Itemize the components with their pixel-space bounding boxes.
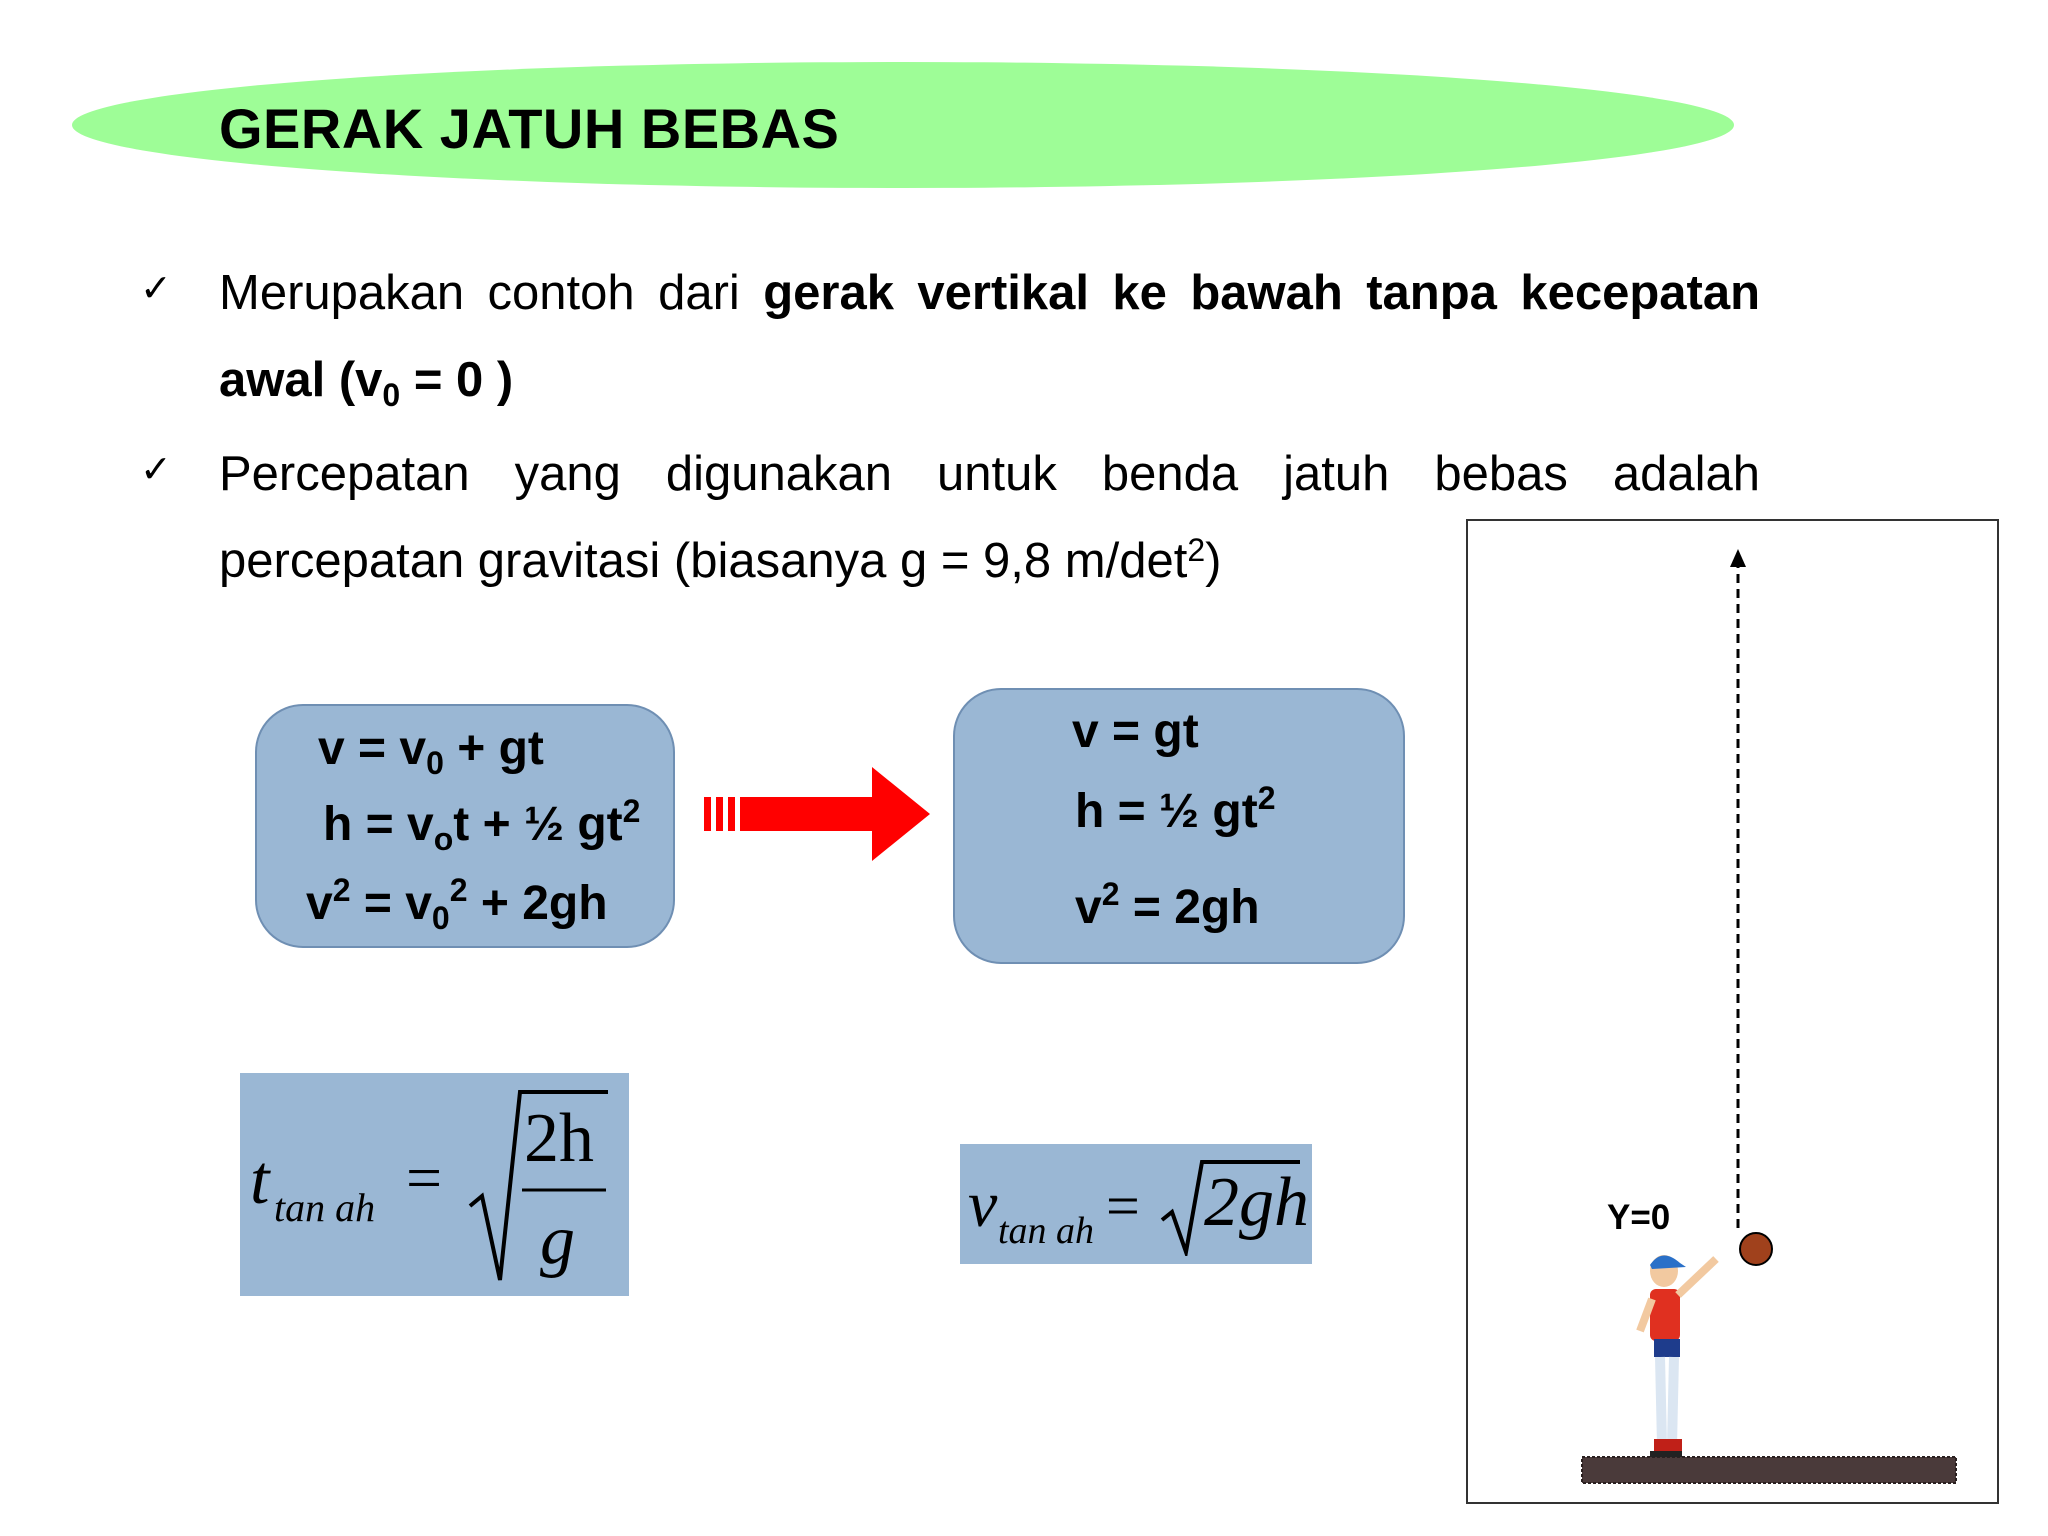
bullet-2-line-2-text: percepatan gravitasi (biasanya g = 9,8 m/det <box>219 534 1188 588</box>
bullet-1-plain: Merupakan contoh dari <box>219 266 764 320</box>
superscript: 2 <box>1257 780 1276 816</box>
eq-text: v = v <box>318 722 427 775</box>
eq-text: = v <box>350 877 432 930</box>
superscript: 2 <box>1187 532 1206 568</box>
formula-v-var: v <box>968 1168 998 1241</box>
eq-text: t + ½ gt <box>453 798 623 851</box>
bullet-1-line-2 <box>219 353 514 413</box>
right-arrow-icon <box>700 765 932 865</box>
formula-v-equals: = <box>1106 1173 1140 1239</box>
superscript: 2 <box>449 872 468 908</box>
eq-text: + gt <box>443 722 544 775</box>
check-icon: ✓ <box>140 449 172 491</box>
formula-t-denominator: g <box>540 1202 575 1279</box>
formula-v-sub: tan ah <box>998 1210 1095 1252</box>
formula-t-equals: = <box>406 1142 443 1213</box>
y-zero-label: Y=0 <box>1607 1198 1671 1237</box>
eq-text: v <box>306 877 333 930</box>
eq-text: = 2gh <box>1119 881 1260 934</box>
formula-t-var: t <box>250 1142 270 1219</box>
baseball-player-icon <box>1640 1255 1716 1457</box>
equation-velocity-squared <box>306 872 608 936</box>
bullet-1-bold: gerak vertikal ke bawah tanpa kecepatan <box>763 266 1761 320</box>
superscript: 2 <box>1101 876 1120 912</box>
bullet-1-line-2-end: = 0 ) <box>400 353 514 407</box>
formula-v-radicand: 2gh <box>1204 1164 1309 1241</box>
diagram-drawing <box>1466 519 1999 1504</box>
bullet-2-line-2 <box>219 532 1222 588</box>
formula-t-numerator <box>524 1100 594 1177</box>
check-icon: ✓ <box>140 268 172 310</box>
eq-text: h = v <box>323 798 434 851</box>
eq-text: v <box>1075 881 1102 934</box>
formula-t-sub: tan ah <box>274 1185 376 1230</box>
eq-text: + 2gh <box>467 877 608 930</box>
bullet-1-line-2-text: awal (v <box>219 353 383 407</box>
equation-h-half-gt2 <box>1075 780 1276 838</box>
equation-v-gt: v = gt <box>1072 705 1199 758</box>
equation-v2-2gh <box>1075 876 1260 934</box>
subscript: o <box>433 821 454 857</box>
subscript: 0 <box>431 900 450 936</box>
subscript: 0 <box>426 745 444 781</box>
bullet-2-line-1: Percepatan yang digunakan untuk benda jatuh bebas adalah <box>219 447 1760 501</box>
eq-text: h = ½ gt <box>1075 785 1258 838</box>
bullet-1-line-1 <box>219 266 1761 320</box>
subscript: 0 <box>382 377 401 413</box>
equation-velocity <box>318 722 544 781</box>
superscript: 2 <box>622 793 641 829</box>
superscript: 2 <box>332 872 351 908</box>
numerator-text: 2h <box>524 1100 594 1177</box>
page-title: GERAK JATUH BEBAS <box>219 97 840 160</box>
equation-height <box>323 793 641 857</box>
bullet-2-line-2-end: ) <box>1205 534 1222 588</box>
